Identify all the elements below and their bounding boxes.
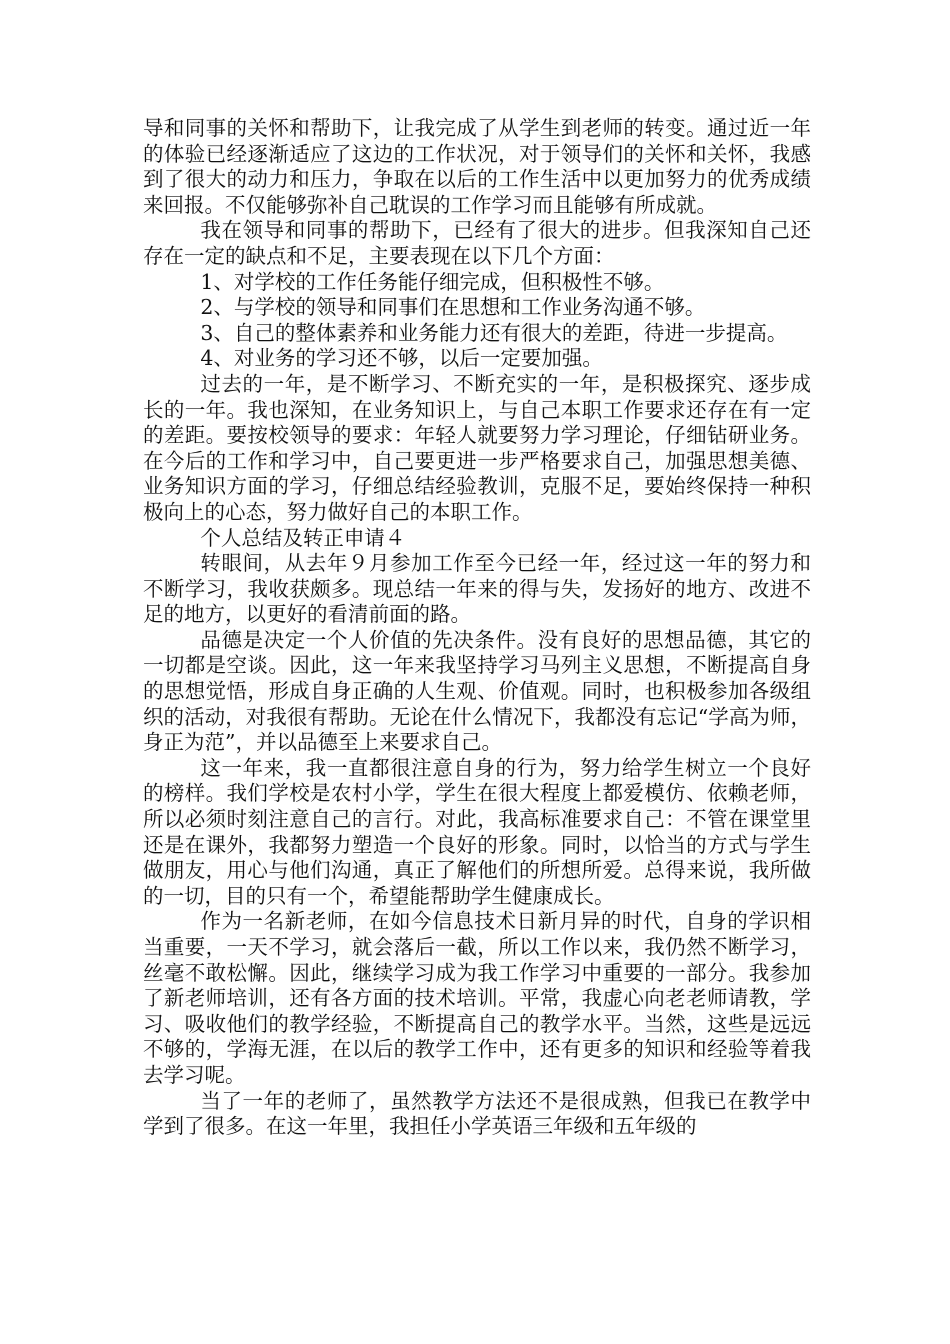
list-item: 3、自己的整体素养和业务能力还有很大的差距，待进一步提高。 [200,320,788,345]
paragraph: 这一年来，我一直都很注意自身的行为，努力给学生树立一个良好的榜样。我们学校是农村小学，学生在很大程度上都爱模仿、依赖老师，所以必须时刻注意自己的言行。对此，我高标准要求自己：不管在课堂里还是在课外，我都努力塑造一个良好的形象。同时，以恰当的方式与学生做朋友，用心与他们沟通，真正了解他们的所想所爱。总得来说，我所做的一切，目的只有一个，希望能帮助学生健康成长。 [143,755,811,908]
list-item: 2、与学校的领导和同事们在思想和工作业务沟通不够。 [200,295,706,320]
paragraph-continuation: 导和同事的关怀和帮助下，让我完成了从学生到老师的转变。通过近一年的体验已经逐渐适应了这边的工作状况，对于领导们的关怀和关怀，我感到了很大的动力和压力，争取在以后的工作生活中以更加努力的优秀成绩来回报。不仅能够弥补自己耽误的工作学习而且能够有所成就。 [143,116,811,217]
list-item: 1、对学校的工作任务能仔细完成，但积极性不够。 [200,269,665,294]
paragraph: 转眼间，从去年９月参加工作至今已经一年，经过这一年的努力和不断学习，我收获颇多。现总结一年来的得与失，发扬好的地方、改进不足的地方，以更好的看清前面的路。 [143,551,811,627]
paragraph: 我在领导和同事的帮助下，已经有了很大的进步。但我深知自己还存在一定的缺点和不足，主要表现在以下几个方面： [143,218,811,268]
paragraph: 当了一年的老师了，虽然教学方法还不是很成熟，但我已在教学中学到了很多。在这一年里，我担任小学英语三年级和五年级的 [143,1088,811,1139]
paragraph: 过去的一年，是不断学习、不断充实的一年，是积极探究、逐步成长的一年。我也深知，在业务知识上，与自己本职工作要求还存在有一定的差距。要按校领导的要求：年轻人就要努力学习理论，仔细钻研业务。在今后的工作和学习中，自己要更进一步严格要求自己，加强思想美德、业务知识方面的学习，仔细总结经验教训，克服不足，要始终保持一种积极向上的心态，努力做好自己的本职工作。 [143,371,811,524]
document-body [143,116,811,1140]
paragraph: 作为一名新老师，在如今信息技术日新月异的时代，自身的学识相当重要，一天不学习，就会落后一截，所以工作以来，我仍然不断学习，丝毫不敢松懈。因此，继续学习成为我工作学习中重要的一部分。我参加了新老师培训，还有各方面的技术培训。平常，我虚心向老老师请教，学习、吸收他们的教学经验，不断提高自己的教学水平。当然，这些是远远不够的，学海无涯，在以后的教学工作中，还有更多的知识和经验等着我去学习呢。 [143,909,811,1087]
list-item: 4、对业务的学习还不够，以后一定要加强。 [200,346,603,371]
section-heading: 个人总结及转正申请４ [200,525,406,550]
paragraph: 品德是决定一个人价值的先决条件。没有良好的思想品德，其它的一切都是空谈。因此，这一年来我坚持学习马列主义思想，不断提高自身的思想觉悟，形成自身正确的人生观、价值观。同时，也积极参加各级组织的活动，对我很有帮助。无论在什么情况下，我都没有忘记“学高为师，身正为范”，并以品德至上来要求自己。 [143,627,811,755]
